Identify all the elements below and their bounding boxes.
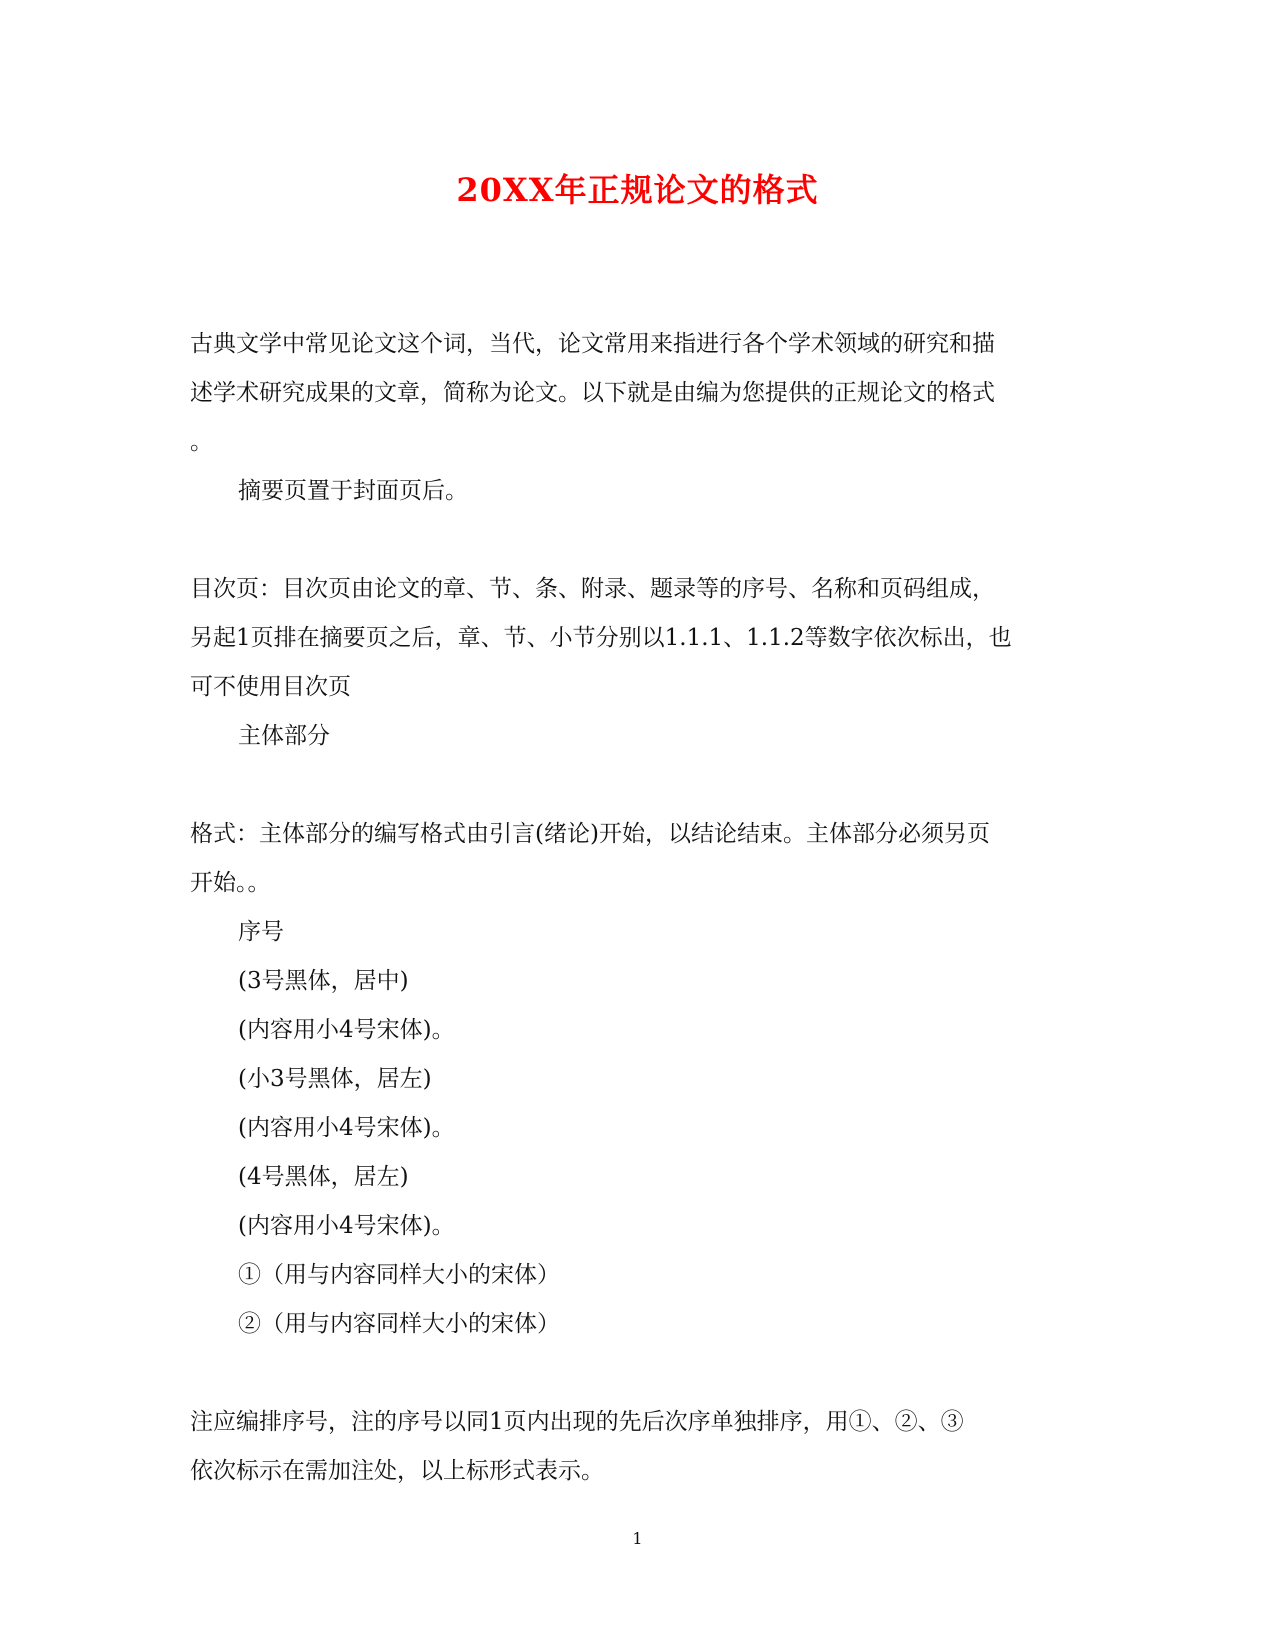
paragraph-line: 依次标示在需加注处，以上标形式表示。 — [190, 1458, 604, 1484]
paragraph-line: 格式：主体部分的编写格式由引言(绪论)开始，以结论结束。主体部分必须另页 — [190, 821, 990, 847]
paragraph-line: 注应编排序号，注的序号以同1页内出现的先后次序单独排序，用①、②、③ — [190, 1409, 964, 1435]
paragraph-line: (内容用小4号宋体)。 — [238, 1017, 455, 1043]
paragraph-line: 。 — [190, 429, 213, 455]
paragraph-line: 可不使用目次页 — [190, 674, 351, 700]
paragraph-line: (4号黑体，居左) — [238, 1164, 409, 1190]
document-title: 20XX年正规论文的格式 — [456, 171, 819, 209]
paragraph-gap — [190, 1349, 1080, 1398]
paragraph-line: 摘要页置于封面页后。 — [238, 478, 468, 504]
page-number: 1 — [632, 1529, 643, 1548]
paragraph-gap — [190, 761, 1080, 810]
paragraph-line: ①（用与内容同样大小的宋体） — [238, 1262, 560, 1288]
paragraph-line: 另起1页排在摘要页之后，章、节、小节分别以1.1.1、1.1.2等数字依次标出，也 — [190, 625, 1012, 651]
paragraph-line: (内容用小4号宋体)。 — [238, 1115, 455, 1141]
paragraph-line: 主体部分 — [238, 723, 330, 749]
paragraph-line: (内容用小4号宋体)。 — [238, 1213, 455, 1239]
paragraph-line: 古典文学中常见论文这个词，当代，论文常用来指进行各个学术领域的研究和描 — [190, 331, 995, 357]
paragraph-line: 开始。。 — [190, 870, 271, 896]
document-body — [190, 320, 1080, 1496]
paragraph-line: 述学术研究成果的文章，简称为论文。以下就是由编为您提供的正规论文的格式 — [190, 380, 995, 406]
paragraph-gap — [190, 516, 1080, 565]
paragraph-line: 序号 — [238, 919, 284, 945]
paragraph-line: ②（用与内容同样大小的宋体） — [238, 1311, 560, 1337]
paragraph-line: (小3号黑体，居左) — [238, 1066, 432, 1092]
paragraph-line: (3号黑体，居中) — [238, 968, 409, 994]
paragraph-line: 目次页：目次页由论文的章、节、条、附录、题录等的序号、名称和页码组成， — [190, 576, 995, 602]
